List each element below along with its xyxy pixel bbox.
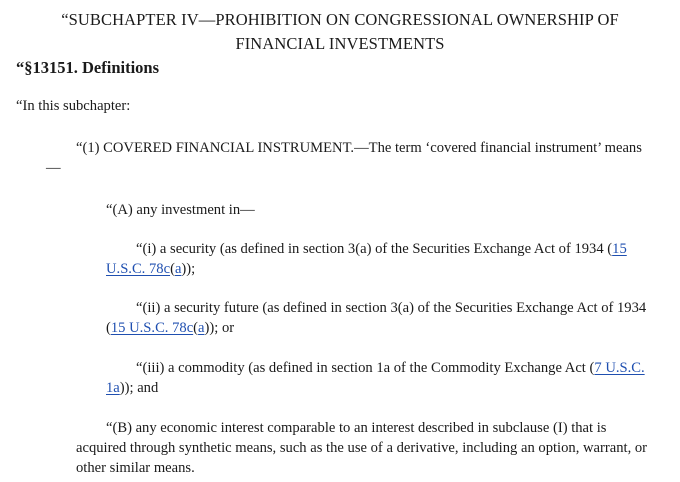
paragraph-1-covered-financial-instrument: “(1) COVERED FINANCIAL INSTRUMENT.—The term ‘covered financial instrument’ means— xyxy=(46,140,642,176)
citation-link-7-usc-1a[interactable]: 7 U.S.C. 1a xyxy=(106,360,645,396)
citation-link-15-usc-78c[interactable]: 15 U.S.C. 78c xyxy=(110,320,194,336)
paragraph-i-text-mid: ( xyxy=(170,261,175,277)
subchapter-heading-line-1: “SUBCHAPTER IV—PROHIBITION ON CONGRESSIONAL OWNERSHIP OF xyxy=(61,10,619,29)
paragraph-i-text-before: “(i) a security (as defined in section 3(a) of the Securities Exchange Act of 1934 ( xyxy=(136,241,613,257)
paragraph-iii-commodity xyxy=(106,358,654,398)
paragraph-ii-text-before: “(ii) a security future (as defined in section 3(a) of the Securities Exchange Act of 1934 ( xyxy=(106,300,647,336)
citation-link-subsection-a[interactable]: a xyxy=(174,261,182,277)
paragraph-iii-text-before: “(iii) a commodity (as defined in section 1a of the Commodity Exchange Act ( xyxy=(136,360,595,376)
paragraph-iii-text-after: )); and xyxy=(119,380,159,396)
paragraph-ii-text-mid: ( xyxy=(193,320,199,336)
paragraph-ii-security-future xyxy=(106,298,654,338)
paragraph-ii-text-after: )); or xyxy=(204,320,235,336)
citation-link-subsection-a[interactable]: a xyxy=(198,320,205,336)
subchapter-heading-line-2: FINANCIAL INVESTMENTS xyxy=(235,34,445,53)
paragraph-b-economic-interest: “(B) any economic interest comparable to an interest described in subclause (I) that is acquired through synthetic means, such as the use of a derivative, including an option, warrant, or other similar means. xyxy=(76,420,648,476)
paragraph-i-text-after: )); xyxy=(181,261,196,277)
section-title: “§13151. Definitions xyxy=(16,58,160,77)
paragraph-i-security xyxy=(106,239,654,279)
paragraph-a-investment: “(A) any investment in— xyxy=(106,202,255,218)
citation-link-15-usc-78c[interactable]: 15 U.S.C. 78c xyxy=(106,241,627,277)
subchapter-heading xyxy=(10,8,670,56)
paragraph-intro: “In this subchapter: xyxy=(16,98,131,114)
